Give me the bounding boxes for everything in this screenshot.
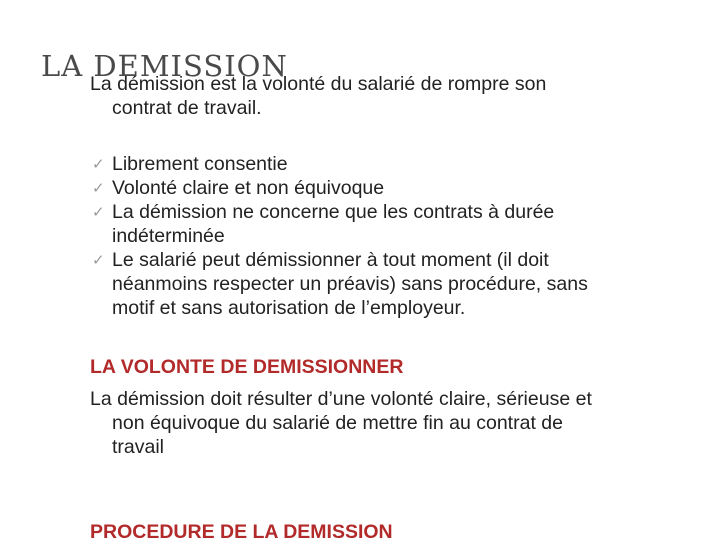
check-icon: ✓ — [92, 251, 105, 269]
volonte-line-1: La démission doit résulter d’une volonté claire, sérieuse et — [90, 388, 592, 410]
bullet-4-line-2: néanmoins respecter un préavis) sans procédure, sans — [112, 273, 588, 295]
bullet-3-line-2: indéterminée — [112, 225, 225, 247]
bullet-2-line-1: Volonté claire et non équivoque — [112, 177, 385, 199]
check-icon: ✓ — [92, 203, 105, 221]
bullet-4-line-1: Le salarié peut démissionner à tout moment (il doit — [112, 249, 549, 271]
volonte-line-2: non équivoque du salarié de mettre fin au contrat de — [112, 412, 563, 434]
intro-line-1: La démission est la volonté du salarié de rompre son — [90, 73, 547, 95]
bullet-4-line-3: motif et sans autorisation de l’employeur. — [112, 297, 466, 319]
slide-title: LA DEMISSION — [41, 49, 288, 83]
section-volonte-heading: LA VOLONTE DE DEMISSIONNER — [90, 356, 404, 378]
volonte-line-3: travail — [112, 436, 165, 458]
check-icon: ✓ — [92, 179, 105, 197]
bullet-1-line-1: Librement consentie — [112, 153, 288, 175]
check-icon: ✓ — [92, 155, 105, 173]
intro-line-2: contrat de travail. — [112, 97, 262, 119]
bullet-3-line-1: La démission ne concerne que les contrats à durée — [112, 201, 555, 223]
section-procedure-heading: PROCEDURE DE LA DEMISSION — [90, 521, 393, 543]
